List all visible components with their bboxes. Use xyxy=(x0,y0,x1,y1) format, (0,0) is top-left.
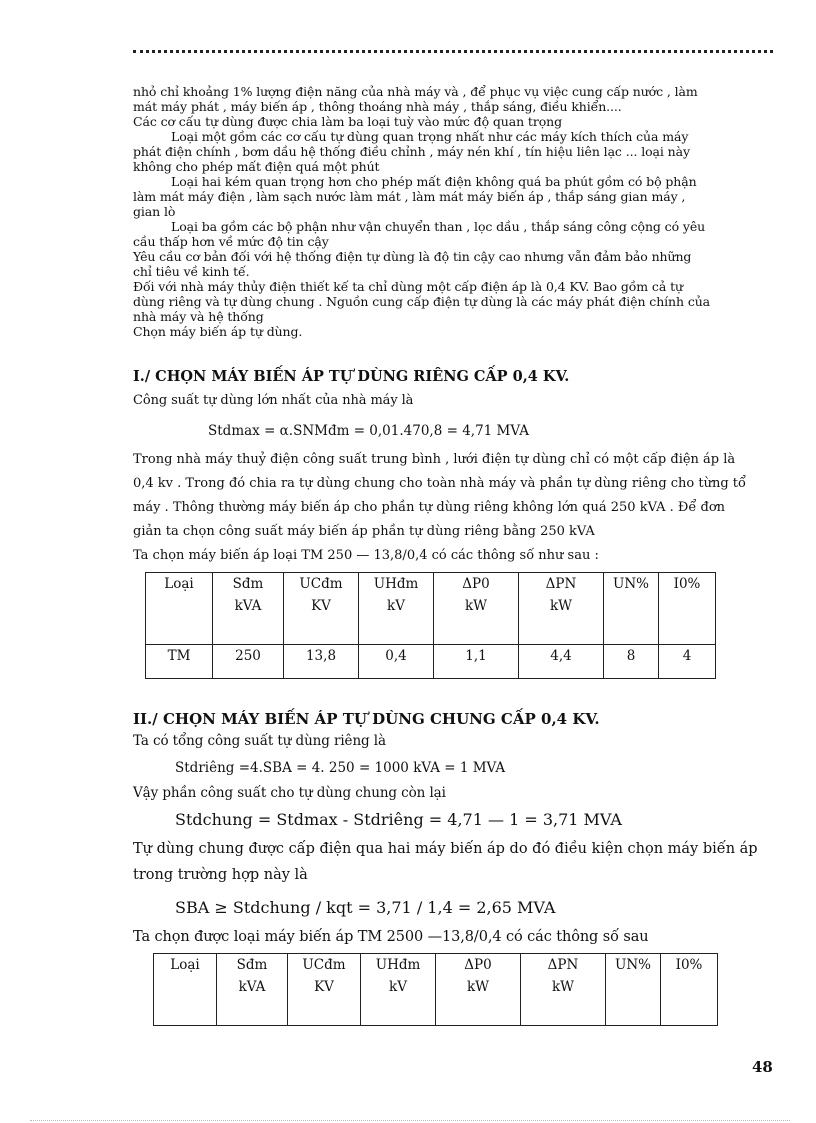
table-header-row xyxy=(146,573,716,645)
header-cell: ΔPN kW xyxy=(521,954,606,1026)
header-cell: UCđm KV xyxy=(284,573,359,645)
intro-line: Các cơ cấu tự dùng được chia làm ba loại tuỳ vào mức độ quan trọng xyxy=(133,114,562,129)
section2-paragraph xyxy=(133,836,783,888)
intro-line: gian lò xyxy=(133,204,176,219)
intro-line: làm mát máy điện , làm sạch nước làm mát , làm mát máy biến áp , thắp sáng gian máy , xyxy=(133,189,686,204)
formula-sba: SBA ≥ Stdchung / kqt = 3,71 / 1,4 = 2,65 MVA xyxy=(175,898,556,917)
intro-line: Loại ba gồm các bộ phận như vận chuyển than , lọc dầu , thắp sáng công cộng có yêu xyxy=(171,219,706,234)
section2-line: Ta chọn được loại máy biến áp TM 2500 —13,8/0,4 có các thông số sau xyxy=(133,929,649,945)
intro-line: Chọn máy biến áp tự dùng. xyxy=(133,324,303,339)
intro-text xyxy=(133,84,773,339)
intro-line: nhà máy và hệ thống xyxy=(133,309,264,324)
transformer-spec-table-1 xyxy=(145,572,716,679)
header-cell: UHđm kV xyxy=(361,954,436,1026)
table-cell: TM xyxy=(146,645,213,679)
table-cell: 8 xyxy=(604,645,659,679)
section2-heading: II./ CHỌN MÁY BIẾN ÁP TỰ DÙNG CHUNG CẤP 0,4 KV. xyxy=(133,710,600,728)
intro-line: phát điện chính , bơm dầu hệ thống điều chỉnh , máy nén khí , tín hiệu liên lạc ... loại này xyxy=(133,144,690,159)
header-cell: I0% xyxy=(661,954,718,1026)
section2-line: Ta có tổng công suất tự dùng riêng là xyxy=(133,733,386,749)
paragraph-line: giản ta chọn công suất máy biến áp phần tự dùng riêng bằng 250 kVA xyxy=(133,524,595,539)
intro-line: nhỏ chỉ khoảng 1% lượng điện năng của nhà máy và , để phục vụ việc cung cấp nước , làm xyxy=(133,84,698,99)
header-cell: Loại xyxy=(154,954,217,1026)
header-cell: UN% xyxy=(606,954,661,1026)
header-cell: Loại xyxy=(146,573,213,645)
table-cell: 0,4 xyxy=(359,645,434,679)
intro-line: Đối với nhà máy thủy điện thiết kế ta chỉ dùng một cấp điện áp là 0,4 KV. Bao gồm cả tự xyxy=(133,279,683,294)
paragraph-line: 0,4 kv . Trong đó chia ra tự dùng chung cho toàn nhà máy và phần tự dùng riêng cho từng tổ xyxy=(133,476,746,491)
intro-line: mát máy phát , máy biến áp , thông thoáng nhà máy , thắp sáng, điều khiển.... xyxy=(133,99,622,114)
transformer-spec-table-2 xyxy=(153,953,718,1026)
header-dotted-rule xyxy=(133,50,773,53)
paragraph-line: Tự dùng chung được cấp điện qua hai máy biến áp do đó điều kiện chọn máy biến áp xyxy=(133,841,758,857)
page-number: 48 xyxy=(752,1058,773,1076)
section2-line: Vậy phần công suất cho tự dùng chung còn lại xyxy=(133,785,446,801)
paragraph-line: Ta chọn máy biến áp loại TM 250 — 13,8/0,4 có các thông số như sau : xyxy=(133,548,599,563)
header-cell: UHđm kV xyxy=(359,573,434,645)
table-cell: 250 xyxy=(213,645,284,679)
header-cell: Sđm kVA xyxy=(217,954,288,1026)
table-cell: 4 xyxy=(659,645,716,679)
header-cell: ΔP0 kW xyxy=(434,573,519,645)
header-cell: Sđm kVA xyxy=(213,573,284,645)
paragraph-line: máy . Thông thường máy biến áp cho phần tự dùng riêng không lớn quá 250 kVA . Để đơn xyxy=(133,500,726,515)
header-cell: I0% xyxy=(659,573,716,645)
paragraph-line: Trong nhà máy thuỷ điện công suất trung bình , lưới điện tự dùng chỉ có một cấp điện áp là xyxy=(133,452,736,467)
intro-line: dùng riêng và tự dùng chung . Nguồn cung cấp điện tự dùng là các máy phát điện chính của xyxy=(133,294,711,309)
table-cell: 1,1 xyxy=(434,645,519,679)
header-cell: UN% xyxy=(604,573,659,645)
header-cell: ΔP0 kW xyxy=(436,954,521,1026)
section1-heading: I./ CHỌN MÁY BIẾN ÁP TỰ DÙNG RIÊNG CẤP 0,4 KV. xyxy=(133,368,570,385)
header-cell: UCđm KV xyxy=(288,954,361,1026)
intro-line: cầu thấp hơn về mức độ tin cậy xyxy=(133,234,329,249)
intro-line: Loại một gồm các cơ cấu tự dùng quan trọng nhất như các máy kích thích của máy xyxy=(171,129,689,144)
formula-stdrieng: Stdriêng =4.SBA = 4. 250 = 1000 kVA = 1 MVA xyxy=(175,760,506,776)
section1-intro: Công suất tự dùng lớn nhất của nhà máy là xyxy=(133,393,414,408)
paragraph-line: trong trường hợp này là xyxy=(133,867,308,883)
header-cell: ΔPN kW xyxy=(519,573,604,645)
table-cell: 13,8 xyxy=(284,645,359,679)
footer-dotted-rule xyxy=(30,1120,790,1121)
formula-stdmax: Stdmax = α.SNMđm = 0,01.470,8 = 4,71 MVA xyxy=(208,423,529,439)
table-header-row xyxy=(154,954,718,1026)
formula-stdchung: Stdchung = Stdmax - Stdriêng = 4,71 — 1 = 3,71 MVA xyxy=(175,810,622,829)
table-cell: 4,4 xyxy=(519,645,604,679)
table-row xyxy=(146,645,716,679)
intro-line: Loại hai kém quan trọng hơn cho phép mất điện không quá ba phút gồm có bộ phận xyxy=(171,174,697,189)
intro-line: chỉ tiêu về kinh tế. xyxy=(133,264,250,279)
section1-paragraph xyxy=(133,448,783,568)
intro-line: không cho phép mất điện quá một phút xyxy=(133,159,380,174)
intro-line: Yêu cầu cơ bản đối với hệ thống điện tự dùng là độ tin cậy cao nhưng vẫn đảm bảo những xyxy=(133,249,692,264)
